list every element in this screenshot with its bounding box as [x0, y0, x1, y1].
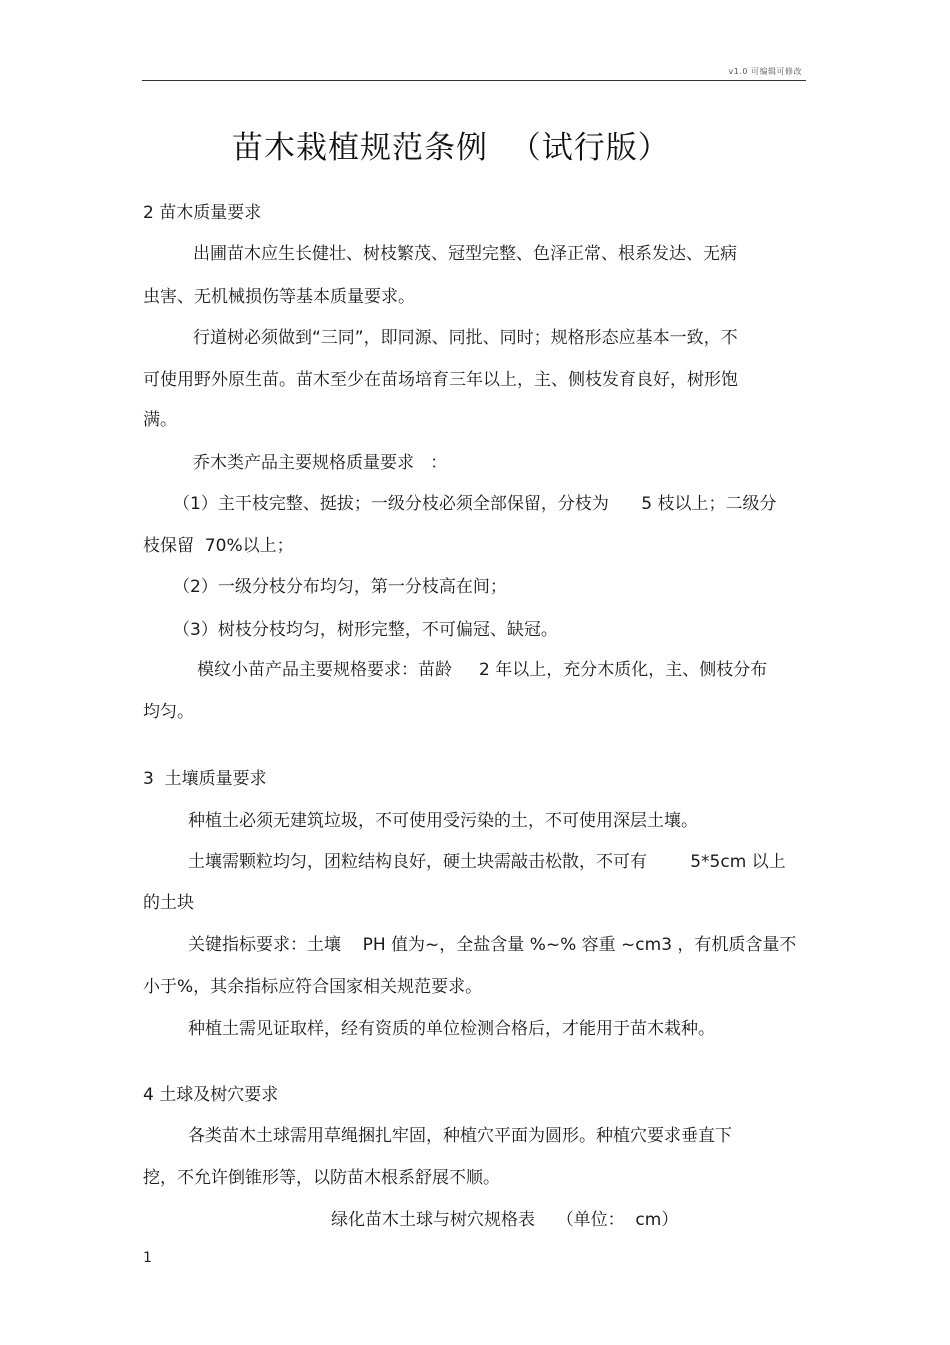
paragraph-line: 各类苗木土球需用草绳捆扎牢固，种植穴平面为圆形。种植穴要求垂直下	[188, 1126, 732, 1146]
paragraph-line: 种植土需见证取样，经有资质的单位检测合格后，才能用于苗木栽种。	[188, 1019, 715, 1039]
section-3-heading: 3 土壤质量要求	[143, 769, 267, 789]
table-caption: 绿化苗木土球与树穴规格表 （单位： cm）	[331, 1210, 679, 1230]
page-number: 1	[143, 1250, 152, 1266]
paragraph-line: 可使用野外原生苗。苗木至少在苗场培育三年以上，主、侧枝发育良好，树形饱	[143, 370, 738, 390]
paragraph-line: 土壤需颗粒均匀，团粒结构良好，硬土块需敲击松散，不可有 5*5cm 以上	[188, 852, 786, 872]
paragraph-line: 出圃苗木应生长健壮、树枝繁茂、冠型完整、色泽正常、根系发达、无病	[193, 244, 737, 264]
paragraph-line: 虫害、无机械损伤等基本质量要求。	[143, 287, 415, 307]
list-item: （3）树枝分枝均匀，树形完整，不可偏冠、缺冠。	[173, 620, 558, 640]
header-rule	[142, 80, 806, 81]
paragraph-line: 关键指标要求：土壤 PH 值为~，全盐含量 %~% 容重 ~cm3 ，有机质含量不	[188, 935, 797, 955]
list-item: （1）主干枝完整、挺拔；一级分枝必须全部保留，分枝为 5 枝以上；二级分	[173, 494, 777, 514]
paragraph-line: 行道树必须做到“三同”，即同源、同批、同时；规格形态应基本一致，不	[193, 328, 738, 348]
paragraph-line: 的土块	[143, 893, 194, 913]
list-item: （2）一级分枝分布均匀，第一分枝高在间；	[173, 577, 507, 597]
paragraph-line: 满。	[143, 410, 177, 430]
paragraph-line: 种植土必须无建筑垃圾，不可使用受污染的土，不可使用深层土壤。	[188, 811, 698, 831]
paragraph-line: 均匀。	[143, 702, 194, 722]
list-item: 枝保留 70%以上；	[143, 536, 294, 556]
paragraph-line: 乔木类产品主要规格质量要求 ：	[193, 453, 448, 473]
paragraph-line: 小于%，其余指标应符合国家相关规范要求。	[143, 977, 483, 997]
section-2-heading: 2 苗木质量要求	[143, 203, 262, 223]
section-4-heading: 4 土球及树穴要求	[143, 1085, 279, 1105]
document-title: 苗木栽植规范条例 （试行版）	[232, 130, 670, 166]
paragraph-line: 模纹小苗产品主要规格要求：苗龄 2 年以上，充分木质化，主、侧枝分布	[197, 660, 768, 680]
header-note: v1.0 可编辑可修改	[728, 67, 802, 76]
paragraph-line: 挖，不允许倒锥形等，以防苗木根系舒展不顺。	[143, 1168, 500, 1188]
